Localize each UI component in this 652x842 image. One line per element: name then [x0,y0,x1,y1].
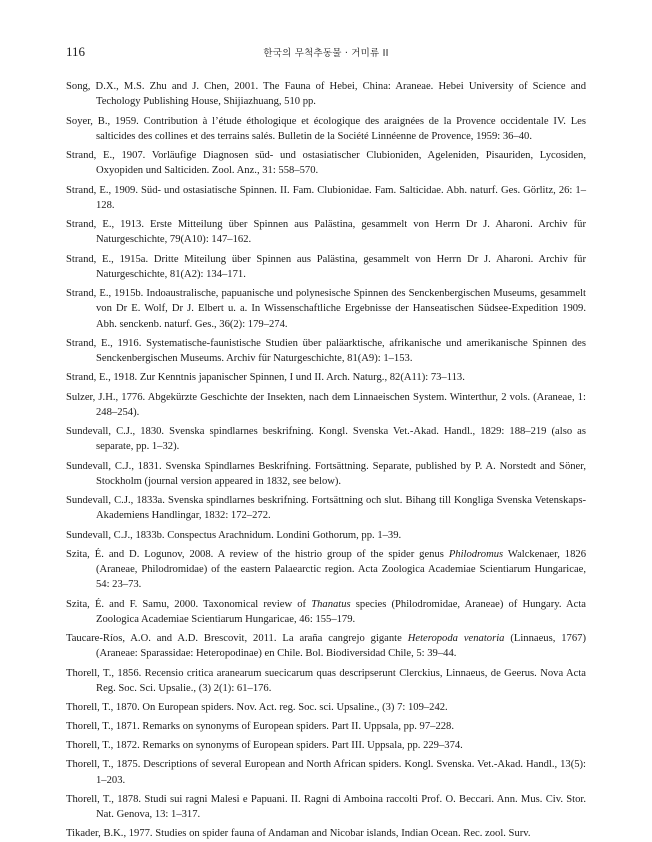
reference-entry: Strand, E., 1915a. Dritte Miteilung über Spinnen aus Palästina, gesammelt von Herrn Dr J. Aharoni. Archiv für Naturgeschichte, 81(A2): 134–171. [66,253,586,280]
reference-entry: Thorell, T., 1875. Descriptions of several European and North African spiders. Kongl. Svenska. Vet.-Akad. Handl., 13(5): 1–203. [66,759,586,786]
reference-entry [66,631,586,662]
reference-entry: Tikader, B.K., 1977. Studies on spider fauna of Andaman and Nicobar islands, Indian Ocean. Rec. zool. Surv. [66,828,531,840]
page-header [66,44,586,60]
reference-entry [66,597,586,628]
reference-text: species (Philodromidae, Araneae) of Hungary. Acta Zoologica Academiae Scientiarum Hungaricae, 46: 155–179. [96,598,587,625]
reference-entry: Sulzer, J.H., 1776. Abgekürzte Geschichte der Insekten, nach dem Linnaeischen System. Winterthur, 2 vols. (Araneae, 1: 248–254). [66,391,586,418]
reference-taxon-italic: Philodromus [448,548,504,560]
reference-entry: Sundevall, C.J., 1830. Svenska spindlarnes beskrifning. Kongl. Svenska Vet.-Akad. Handl., 1829: 188–219 (also as separate, pp. 1–32). [66,426,586,453]
reference-text: Walckenaer, 1826 (Araneae, Philodromidae) of the eastern Palaearctic region. Acta Zoologica Academiae Scientiarum Hungaricae, 54: 23–73. [96,548,586,591]
reference-taxon-italic: Thanatus [311,598,351,610]
reference-taxon-italic: Heteropoda venatoria [407,633,505,644]
reference-entry: Song, D.X., M.S. Zhu and J. Chen, 2001. The Fauna of Hebei, China: Araneae. Hebei University of Science and Techology Publishing House, Shijiazhuang, 510 pp. [66,81,586,108]
reference-entry: Strand, E., 1907. Vorläufige Diagnosen süd- und ostasiatischer Clubioniden, Ageleniden, Pisauriden, Lycosiden, Oxyopiden und Salticiden. Zool. Anz., 31: 558–570. [66,150,586,177]
reference-entry: Strand, E., 1918. Zur Kenntnis japanischer Spinnen, I und II. Arch. Naturg., 82(A11): 73–113. [66,372,465,384]
reference-entry: Sundevall, C.J., 1833b. Conspectus Arachnidum. Londini Gothorum, pp. 1–39. [66,529,402,541]
reference-entry: Thorell, T., 1870. On European spiders. Nov. Act. reg. Soc. sci. Upsaline., (3) 7: 109–242. [66,702,448,713]
reference-text: Szita, É. and F. Samu, 2000. Taxonomical review of [66,598,312,610]
reference-entry: Thorell, T., 1872. Remarks on synonyms of European spiders. Part III. Uppsala, pp. 229–374. [66,740,463,752]
reference-text: Szita, É. and D. Logunov, 2008. A review of the histrio group of the spider genus [66,548,449,560]
page-number: 116 [66,44,86,59]
reference-entry: Soyer, B., 1959. Contribution à l’étude éthologique et écologique des araignées de la Provence occidentale IV. Les salticides des collines et des terrains salés. Bulletin de la Société Linnéenne de Provence, 1959: 36–40. [66,115,586,142]
running-head: 한국의 무척추동물 · 거미류 II [263,48,389,59]
reference-list [66,79,586,842]
reference-entry [66,547,586,593]
reference-entry: Thorell, T., 1878. Studi sui ragni Malesi e Papuani. II. Ragni di Amboina raccolti Prof. O. Beccari. Ann. Mus. Civ. Stor. Nat. Genova, 13: 1–317. [66,793,586,821]
reference-entry: Sundevall, C.J., 1833a. Svenska spindlarnes beskrifning. Fortsättning och slut. Bihang till Kongliga Svenska Vetenskaps-Akademiens Handlingar, 1832: 172–272. [66,495,586,522]
reference-text: Taucare-Ríos, A.O. and A.D. Brescovit, 2011. La araña cangrejo gigante [66,633,408,644]
reference-entry: Strand, E., 1916. Systematische-faunistische Studien über paläarktische, afrikanische und amerikanische Spinnen des Senckenbergischen Museums. Archiv für Naturgeschichte, 81(A9): 1–153. [66,337,586,365]
reference-entry: Strand, E., 1909. Süd- und ostasiatische Spinnen. II. Fam. Clubionidae. Fam. Salticidae. Abh. naturf. Ges. Görlitz, 26: 1–128. [66,184,586,211]
reference-entry: Thorell, T., 1871. Remarks on synonyms of European spiders. Part II. Uppsala, pp. 97–228. [66,721,454,733]
reference-entry: Strand, E., 1915b. Indoaustralische, papuanische und polynesische Spinnen des Senckenbergischen Museums, gesammelt von Dr E. Wolf, Dr J. Elbert u. a. In Wissenschaftliche Ergebnisse der Hanseatischen Südsee-Expedition 1909. Abh. senckenb. naturf. Ges., 36(2): 179–274. [66,288,586,330]
reference-entry: Strand, E., 1913. Erste Mitteilung über Spinnen aus Palästina, gesammelt von Herrn Dr J. Aharoni. Archiv für Naturgeschichte, 79(A10): 147–162. [66,219,586,246]
reference-entry: Sundevall, C.J., 1831. Svenska Spindlarnes Beskrifning. Fortsättning. Separate, published by P. A. Norstedt and Söner, Stockholm (journal version appeared in 1832, see below). [66,460,586,487]
reference-text: (Linnaeus, 1767) (Araneae: Sparassidae: Heteropodinae) en Chile. Bol. Biodiversidad Chile, 5: 39–44. [96,633,586,660]
reference-entry: Thorell, T., 1856. Recensio critica aranearum suecicarum quas descripserunt Clerckius, Linnaeus, de Geerus. Nova Acta Reg. Soc. Sci. Upsalie., (3) 2(1): 61–176. [66,667,586,694]
